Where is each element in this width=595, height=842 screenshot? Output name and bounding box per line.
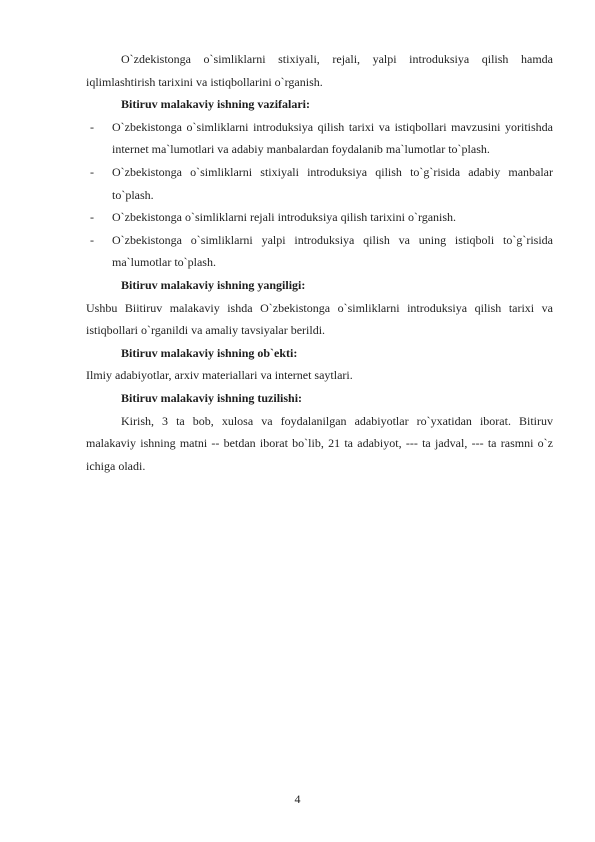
tasks-list [86, 116, 553, 274]
list-dash: - [90, 119, 94, 134]
novelty-heading: Bitiruv malakaviy ishning yangiligi: [121, 277, 306, 292]
novelty-paragraph: Ushbu Biitiruv malakaviy ishda O`zbekistonga o`simliklarni introduksiya qilish tarixi va istiqbollari o`rganildi va amaliy tavsiyalar berildi. [86, 300, 553, 338]
object-heading: Bitiruv malakaviy ishning ob`ekti: [121, 345, 298, 360]
list-item [86, 116, 553, 161]
list-item [86, 161, 553, 206]
object-paragraph: Ilmiy adabiyotlar, arxiv materiallari va internet saytlari. [86, 368, 353, 383]
structure-heading: Bitiruv malakaviy ishning tuzilishi: [121, 390, 303, 405]
list-item-text: O`zbekistonga o`simliklarni stixiyali introduksiya qilish to`g`risida adabiy manbalar to`plash. [112, 164, 553, 202]
tasks-heading: Bitiruv malakaviy ishning vazifalari: [121, 97, 311, 112]
list-dash: - [90, 164, 94, 179]
page-content [86, 48, 553, 477]
list-item-text: O`zbekistonga o`simliklarni yalpi introduksiya qilish va uning istiqboli to`g`risida ma`lumotlar to`plash. [112, 232, 553, 270]
list-item-text: O`zbekistonga o`simliklarni introduksiya qilish tarixi va istiqbollari mavzusini yoritishda internet ma`lumotlari va adabiy manbalardan foydalanib ma`lumotlar to`plash. [112, 119, 553, 157]
list-item [86, 229, 553, 274]
page-number: 4 [294, 792, 301, 806]
list-dash: - [90, 232, 94, 247]
list-item-text: O`zbekistonga o`simliklarni rejali introduksiya qilish tarixini o`rganish. [112, 210, 457, 225]
list-dash: - [90, 210, 94, 225]
list-item [86, 206, 553, 229]
intro-paragraph: O`zdekistonga o`simliklarni stixiyali, rejali, yalpi introduksiya qilish hamda iqlimlashtirish tarixini va istiqbollarini o`rganish. [86, 52, 553, 89]
structure-paragraph: Kirish, 3 ta bob, xulosa va foydalanilgan adabiyotlar ro`yxatidan iborat. Bitiruv malakaviy ishning matni -- betdan iborat bo`lib, 21 ta adabiyot, --- ta jadval, --- ta rasmni o`z ichiga oladi. [86, 413, 553, 473]
